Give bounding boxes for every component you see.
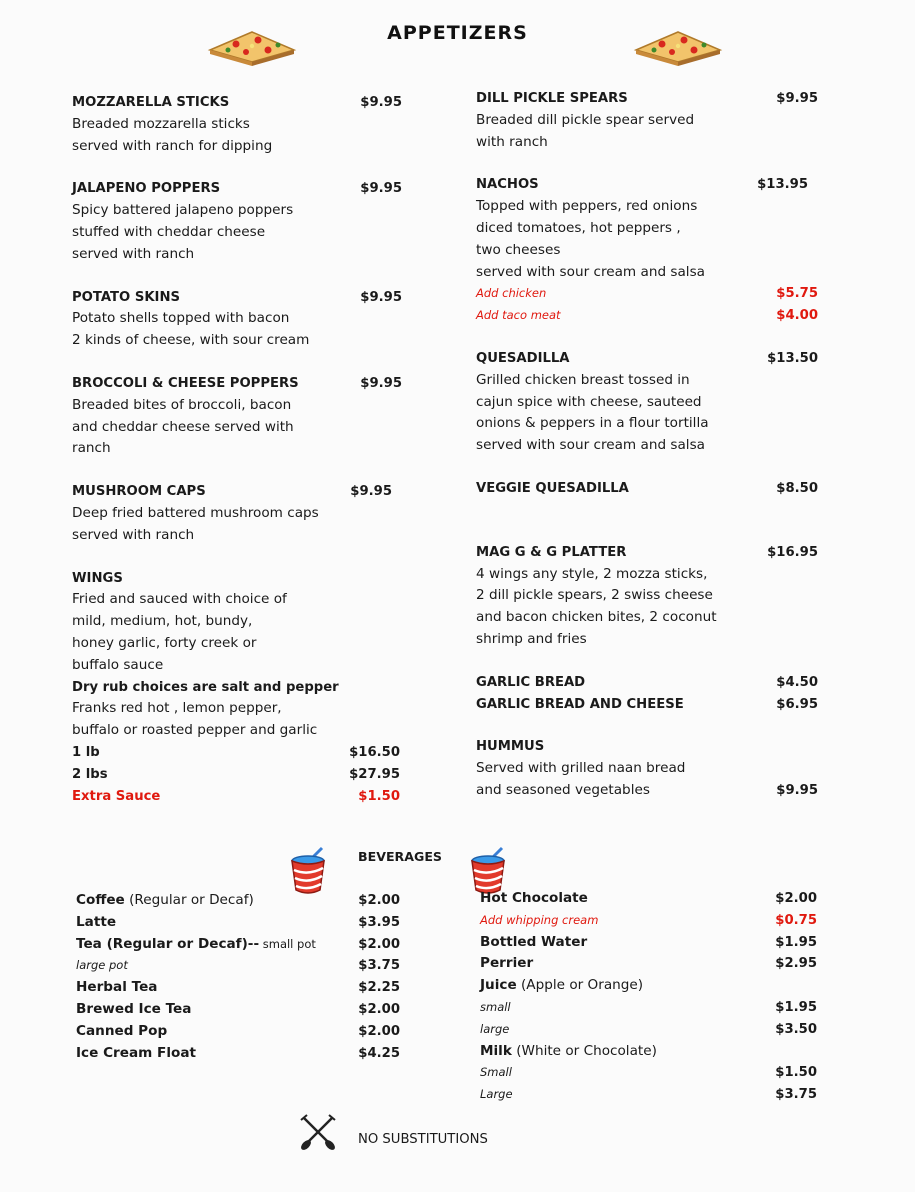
beverage-name: Tea (Regular or Decaf)-- small pot: [76, 935, 316, 952]
crossed-oars-icon: [298, 1114, 338, 1152]
menu-item-potato-skins: [72, 287, 402, 352]
beverages-heading: BEVERAGES: [358, 849, 443, 864]
item-description: Breaded bites of broccoli, bacon: [72, 396, 292, 413]
item-description: ranch: [72, 440, 111, 457]
addon-label: Add chicken: [476, 286, 547, 301]
addon-price: $4.00: [776, 308, 818, 324]
item-name: VEGGIE QUESADILLA: [476, 480, 629, 496]
item-description: 2 kinds of cheese, with sour cream: [72, 332, 310, 349]
appetizers-right-column: [476, 88, 818, 802]
item-price: $13.50: [767, 350, 818, 366]
addon-label: Add taco meat: [476, 308, 561, 323]
item-description: Franks red hot , lemon pepper,: [72, 700, 282, 717]
size-price: $16.50: [349, 744, 400, 760]
beverage-row: [480, 1062, 817, 1084]
beverage-size: Large: [480, 1087, 513, 1102]
beverage-price: $2.00: [358, 893, 400, 908]
item-description: two cheeses: [476, 241, 561, 258]
item-description: Potato shells topped with bacon: [72, 310, 290, 327]
beverage-row: [76, 999, 400, 1021]
item-price: $9.95: [360, 375, 402, 391]
beverage-price: $2.95: [775, 956, 817, 972]
item-description: and cheddar cheese served with: [72, 418, 294, 435]
item-name: JALAPENO POPPERS: [72, 181, 221, 197]
menu-item-veggie-quesadilla: [476, 478, 818, 500]
item-description: buffalo sauce: [72, 656, 164, 673]
beverage-price: $2.00: [358, 1023, 400, 1039]
item-description: served with ranch: [72, 526, 195, 543]
menu-item-mag-platter: [476, 542, 818, 651]
item-description: 4 wings any style, 2 mozza sticks,: [476, 565, 708, 582]
beverage-price: $2.00: [775, 891, 817, 906]
extra-sauce-label: Extra Sauce: [72, 788, 161, 804]
item-name: MAG G & G PLATTER: [476, 544, 627, 560]
item-price: $9.95: [360, 181, 402, 197]
beverage-row: [480, 997, 817, 1019]
beverage-row: [480, 953, 817, 975]
item-name: POTATO SKINS: [72, 289, 180, 305]
menu-item-dill-pickle-spears: [476, 88, 818, 153]
extra-sauce-row: [72, 786, 402, 808]
item-description: Deep fried battered mushroom caps: [72, 504, 319, 521]
beverage-name: Hot Chocolate: [480, 890, 588, 906]
item-name: HUMMUS: [476, 739, 545, 755]
item-description: served with ranch for dipping: [72, 137, 273, 154]
item-description: served with ranch: [72, 245, 195, 262]
beverage-row: [76, 977, 400, 999]
beverage-price: $2.00: [358, 936, 400, 952]
item-price: $9.95: [360, 289, 402, 305]
beverage-size: small: [480, 999, 511, 1014]
menu-item-nachos: [476, 174, 818, 283]
item-price: $9.95: [776, 782, 818, 798]
size-price: $27.95: [349, 766, 400, 782]
menu-item-hummus: [476, 736, 818, 801]
item-description: diced tomatoes, hot peppers ,: [476, 219, 681, 236]
item-description: honey garlic, forty creek or: [72, 634, 257, 651]
beverage-row: [480, 1084, 817, 1106]
beverage-price: $3.75: [358, 958, 400, 974]
beverage-row: [76, 1021, 400, 1043]
beverages-left-column: [76, 890, 400, 1064]
size-label: 2 lbs: [72, 766, 108, 782]
beverage-price: $1.95: [775, 999, 817, 1015]
menu-item-garlic-bread-cheese: [476, 694, 818, 716]
drink-cup-icon: [286, 846, 332, 896]
beverage-name: Ice Cream Float: [76, 1044, 196, 1061]
beverage-name: Brewed Ice Tea: [76, 1000, 192, 1017]
nachos-addon-row: [476, 283, 818, 305]
item-name: NACHOS: [476, 177, 539, 193]
item-description: and bacon chicken bites, 2 coconut: [476, 609, 717, 626]
beverage-name: Perrier: [480, 955, 534, 972]
item-price: $6.95: [776, 696, 818, 712]
item-name: GARLIC BREAD: [476, 674, 586, 690]
wings-size-row: [72, 764, 402, 786]
beverage-price: $0.75: [775, 912, 817, 928]
beverage-price: $3.75: [775, 1087, 817, 1103]
beverage-name: Coffee (Regular or Decaf): [76, 892, 254, 908]
item-description: Topped with peppers, red onions: [476, 198, 698, 215]
item-price: $9.95: [776, 91, 818, 106]
no-substitutions-note: NO SUBSTITUTIONS: [358, 1132, 488, 1147]
beverage-addon: Add whipping cream: [480, 912, 599, 927]
item-description: Served with grilled naan bread: [476, 760, 686, 777]
wings-size-row: [72, 742, 402, 764]
item-description: Fried and sauced with choice of: [72, 591, 287, 608]
item-description: 2 dill pickle spears, 2 swiss cheese: [476, 587, 713, 604]
item-name: MOZZARELLA STICKS: [72, 95, 230, 110]
beverage-size: Small: [480, 1065, 512, 1080]
pizza-slice-icon: [632, 28, 724, 68]
item-price: $16.95: [767, 544, 818, 560]
beverage-row: [76, 890, 400, 912]
beverage-name: Latte: [76, 913, 117, 930]
beverage-size: large: [480, 1021, 510, 1036]
beverage-price: $3.95: [358, 914, 400, 930]
item-name: DILL PICKLE SPEARS: [476, 91, 628, 106]
beverages-right-column: [480, 888, 817, 1106]
item-description: with ranch: [476, 133, 548, 150]
item-description: buffalo or roasted pepper and garlic: [72, 722, 318, 739]
beverage-price: $3.50: [775, 1021, 817, 1037]
item-description: and seasoned vegetables: [476, 781, 650, 798]
beverage-size: large pot: [76, 958, 128, 973]
beverage-addon-row: [480, 910, 817, 932]
beverage-row: [480, 1041, 817, 1063]
item-description: served with sour cream and salsa: [476, 437, 705, 454]
item-description: served with sour cream and salsa: [476, 263, 705, 280]
beverage-row: [76, 955, 400, 977]
menu-item-quesadilla: [476, 348, 818, 457]
page-title: APPETIZERS: [387, 22, 528, 44]
item-name: QUESADILLA: [476, 350, 570, 366]
item-name: WINGS: [72, 570, 123, 586]
item-price: $4.50: [776, 674, 818, 690]
beverage-row: [480, 975, 817, 997]
beverage-price: $2.00: [358, 1001, 400, 1017]
extra-sauce-price: $1.50: [358, 788, 400, 804]
beverage-name: Milk (White or Chocolate): [480, 1042, 657, 1059]
beverage-name: Juice (Apple or Orange): [480, 977, 644, 994]
beverage-price: $4.25: [358, 1045, 400, 1061]
item-description: stuffed with cheddar cheese: [72, 223, 266, 240]
item-description: mild, medium, hot, bundy,: [72, 613, 253, 630]
item-price: $8.50: [776, 480, 818, 496]
appetizers-left-column: [72, 92, 402, 807]
item-description: onions & peppers in a flour tortilla: [476, 415, 709, 432]
beverage-name: Bottled Water: [480, 933, 588, 950]
beverage-name: Herbal Tea: [76, 979, 158, 996]
menu-item-jalapeno-poppers: [72, 178, 402, 265]
beverage-price: $2.25: [358, 980, 400, 996]
item-description: Grilled chicken breast tossed in: [476, 371, 690, 388]
beverage-row: [480, 1019, 817, 1041]
menu-item-wings: [72, 568, 402, 742]
beverage-price: $1.50: [775, 1065, 817, 1081]
item-price: $9.95: [360, 95, 402, 110]
menu-item-mushroom-caps: [72, 481, 402, 546]
menu-item-broccoli-cheese-poppers: [72, 373, 402, 460]
beverage-price: $1.95: [775, 934, 817, 950]
item-price: $9.95: [350, 484, 392, 500]
beverage-name: Canned Pop: [76, 1022, 168, 1039]
item-name: BROCCOLI & CHEESE POPPERS: [72, 375, 299, 391]
addon-price: $5.75: [776, 286, 818, 302]
item-description: Spicy battered jalapeno poppers: [72, 202, 294, 219]
item-description: Breaded dill pickle spear served: [476, 111, 695, 128]
menu-item-mozzarella-sticks: [72, 92, 402, 157]
beverage-row: [76, 912, 400, 934]
beverage-row: [480, 932, 817, 954]
dry-rub-heading: Dry rub choices are salt and pepper: [72, 679, 339, 695]
nachos-addon-row: [476, 305, 818, 327]
menu-item-garlic-bread: [476, 672, 818, 694]
item-description: Breaded mozzarella sticks: [72, 115, 250, 132]
item-description: cajun spice with cheese, sauteed: [476, 393, 702, 410]
item-price: $13.95: [757, 177, 808, 193]
beverage-row: [76, 934, 400, 956]
size-label: 1 lb: [72, 744, 100, 760]
beverage-row: [480, 888, 817, 910]
item-name: MUSHROOM CAPS: [72, 484, 206, 500]
beverage-row: [76, 1043, 400, 1065]
item-description: shrimp and fries: [476, 630, 587, 647]
item-name: GARLIC BREAD AND CHEESE: [476, 696, 684, 712]
